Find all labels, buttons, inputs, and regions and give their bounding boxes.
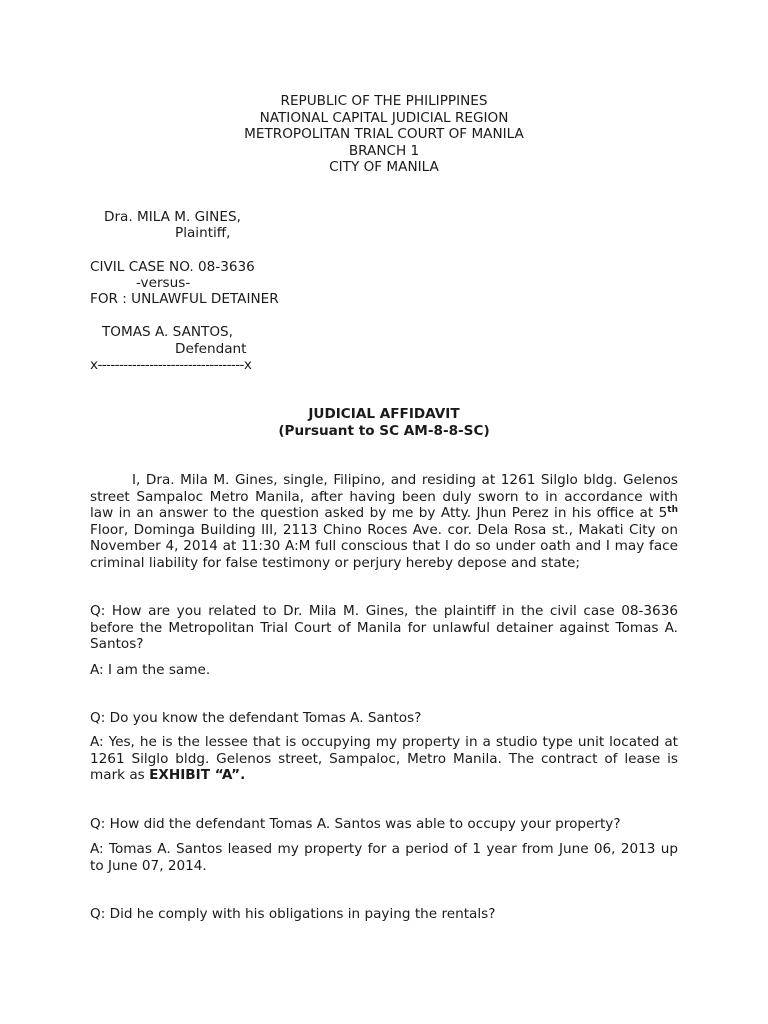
plaintiff-name: Dra. MILA M. GINES, xyxy=(104,209,241,225)
defendant-name: TOMAS A. SANTOS, xyxy=(102,324,233,340)
question-2: Q: Do you know the defendant Tomas A. Santos? xyxy=(90,710,422,726)
answer-3: A: Tomas A. Santos leased my property for a period of 1 year from June 06, 2013 up to June 07, 2014. xyxy=(90,841,678,874)
intro-text-part-2: Floor, Dominga Building III, 2113 Chino Roces Ave. cor. Dela Rosa st., Makati City on November 4, 2014 at 11:30 A:M full conscious that I do so under oath and I may face criminal liability for false testimony or perjury hereby depose and state; xyxy=(90,521,678,571)
ordinal-superscript: th xyxy=(667,505,678,516)
caption-line-city: CITY OF MANILA xyxy=(329,159,439,175)
caption-line-republic: REPUBLIC OF THE PHILIPPINES xyxy=(280,93,488,109)
court-caption xyxy=(0,93,768,176)
title-line-2: (Pursuant to SC AM-8-8-SC) xyxy=(278,422,490,439)
case-number: CIVIL CASE NO. 08-3636 xyxy=(90,259,255,275)
question-3: Q: How did the defendant Tomas A. Santos was able to occupy your property? xyxy=(90,816,621,832)
versus-label: -versus- xyxy=(136,275,191,291)
intro-text-part-1: I, Dra. Mila M. Gines, single, Filipino, and residing at 1261 Silglo bldg. Gelenos street Sampaloc Metro Manila, after having been duly sworn to in accordance with law in an answer to the question asked by me by Atty. Jhun Perez in his office at 5 xyxy=(90,472,678,522)
exhibit-reference: EXHIBIT “A”. xyxy=(149,767,246,784)
intro-paragraph xyxy=(90,472,678,572)
question-4: Q: Did he comply with his obligations in paying the rentals? xyxy=(90,906,496,922)
caption-line-region: NATIONAL CAPITAL JUDICIAL REGION xyxy=(259,109,509,126)
answer-2 xyxy=(90,734,678,784)
document-title xyxy=(0,406,768,439)
question-1: Q: How are you related to Dr. Mila M. Gines, the plaintiff in the civil case 08-3636 before the Metropolitan Trial Court of Manila for unlawful detainer against Tomas A. Santos? xyxy=(90,603,678,653)
caption-line-court: METROPOLITAN TRIAL COURT OF MANILA xyxy=(244,126,524,142)
caption-line-branch: BRANCH 1 xyxy=(348,142,420,159)
answer-1: A: I am the same. xyxy=(90,662,211,678)
defendant-role: Defendant xyxy=(175,341,247,357)
case-nature: FOR : UNLAWFUL DETAINER xyxy=(90,291,279,307)
title-line-1: JUDICIAL AFFIDAVIT xyxy=(308,406,460,422)
caption-separator: x----------------------------------x xyxy=(90,357,252,373)
answer-2-text: A: Yes, he is the lessee that is occupying my property in a studio type unit located at 1261 Silglo bldg. Gelenos street, Sampaloc, Metro Manila. The contract of lease is mark as xyxy=(90,734,678,784)
plaintiff-role: Plaintiff, xyxy=(175,225,231,241)
